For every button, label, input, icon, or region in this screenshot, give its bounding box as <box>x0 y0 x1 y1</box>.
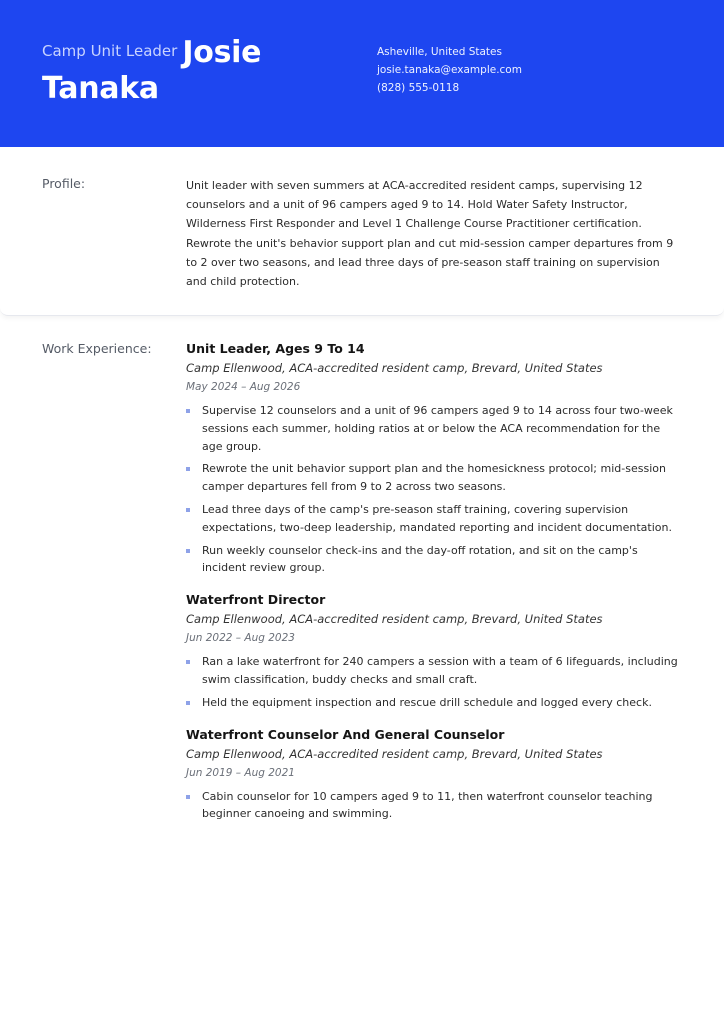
job-title: Waterfront Counselor And General Counselor <box>186 726 505 742</box>
job-organization: Camp Ellenwood, ACA-accredited resident camp, Brevard, United States <box>186 361 603 375</box>
job-bullet <box>186 694 681 712</box>
job-bullet-list <box>186 653 681 711</box>
bullet-square-icon <box>186 660 190 664</box>
job-bullet-text: Run weekly counselor check-ins and the day-off rotation, and sit on the camp's incident review group. <box>202 543 638 575</box>
phone[interactable]: (828) 555-0118 <box>377 82 460 94</box>
job-bullet <box>186 788 681 824</box>
job-dates: Jun 2019 – Aug 2021 <box>186 766 295 779</box>
job-bullet <box>186 653 681 689</box>
job-bullet-text: Ran a lake waterfront for 240 campers a session with a team of 6 lifeguards, including swim classification, buddy checks and small craft. <box>202 655 678 686</box>
bullet-square-icon <box>186 409 190 413</box>
job-role: Camp Unit Leader <box>42 42 178 60</box>
bullet-square-icon <box>186 549 190 553</box>
last-name: Tanaka <box>42 71 159 106</box>
job-bullet <box>186 402 681 455</box>
first-name: Josie <box>182 35 262 70</box>
job-list <box>186 340 681 837</box>
job-bullet-text: Lead three days of the camp's pre-season staff training, covering supervision expectations, two-deep leadership, mandated reporting and incident documentation. <box>202 502 672 534</box>
job-title: Waterfront Director <box>186 592 326 608</box>
email[interactable]: josie.tanaka@example.com <box>377 64 522 76</box>
profile-section <box>0 147 724 316</box>
job-organization: Camp Ellenwood, ACA-accredited resident camp, Brevard, United States <box>186 612 603 627</box>
job-entry <box>186 726 681 824</box>
bullet-square-icon <box>186 508 190 512</box>
job-title: Unit Leader, Ages 9 To 14 <box>186 341 365 356</box>
job-entry <box>186 340 681 577</box>
job-bullet-text: Rewrote the unit behavior support plan and the homesickness protocol; mid-session camper departures fell from 9 to 2 across two seasons. <box>202 462 666 494</box>
work-experience-label: Work Experience: <box>42 341 152 356</box>
resume-header <box>0 0 724 147</box>
bullet-square-icon <box>186 467 190 471</box>
job-dates: Jun 2022 – Aug 2023 <box>186 632 295 645</box>
job-bullet-text: Supervise 12 counselors and a unit of 96 campers aged 9 to 14 across four two-week sessions each summer, holding ratios at or below the ACA recommendation for the age group. <box>202 404 673 453</box>
location: Asheville, United States <box>377 46 502 58</box>
job-bullet <box>186 460 681 496</box>
job-dates: May 2024 – Aug 2026 <box>186 381 301 393</box>
job-bullet-list <box>186 402 681 577</box>
job-bullet-text: Held the equipment inspection and rescue drill schedule and logged every check. <box>202 695 652 709</box>
job-bullet-text: Cabin counselor for 10 campers aged 9 to 11, then waterfront counselor teaching beginner canoeing and swimming. <box>202 789 653 821</box>
job-organization: Camp Ellenwood, ACA-accredited resident camp, Brevard, United States <box>186 746 603 761</box>
job-bullet <box>186 501 681 537</box>
profile-label: Profile: <box>42 176 86 191</box>
contact-info <box>377 43 522 97</box>
job-entry <box>186 591 681 711</box>
job-bullet <box>186 542 681 578</box>
name-block <box>42 35 342 107</box>
bullet-square-icon <box>186 795 190 799</box>
profile-text: Unit leader with seven summers at ACA-accredited resident camps, supervising 12 counselors and a unit of 96 campers aged 9 to 14. Hold Water Safety Instructor, Wilderness First Responder and Level 1 Challenge Course Practitioner certification. Rewrote the unit's behavior support plan and cut mid-session camper departures from 9 to 2 over two seasons, and lead three days of pre-season staff training on supervision and child protection. <box>186 179 674 289</box>
bullet-square-icon <box>186 701 190 705</box>
job-bullet-list <box>186 788 681 824</box>
